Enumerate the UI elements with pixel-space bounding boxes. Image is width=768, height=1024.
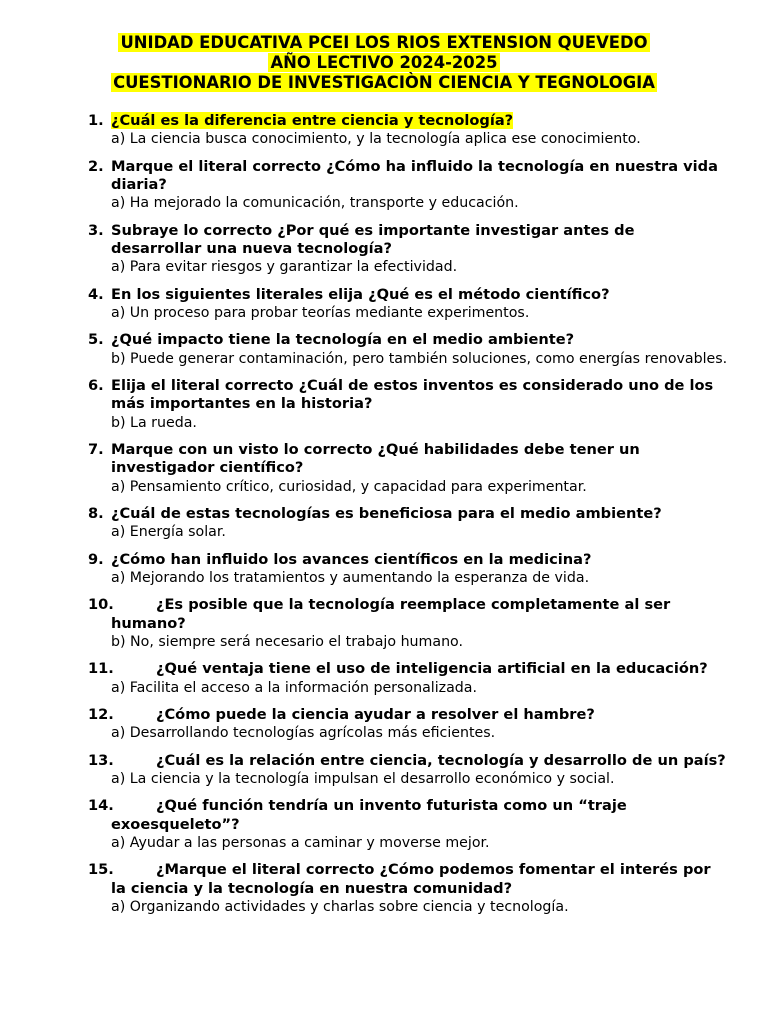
question-number: 3. [88,221,104,239]
answer-text: b) Puede generar contaminación, pero también soluciones, como energías renovables. [111,350,728,367]
question-text: En los siguientes literales elija ¿Qué es el método científico? [111,285,610,303]
answer-text: a) La ciencia busca conocimiento, y la tecnología aplica ese conocimiento. [111,131,641,148]
question-item [88,551,728,588]
school-name-heading: UNIDAD EDUCATIVA PCEI LOS RIOS EXTENSION QUEVEDO [120,33,648,52]
question-number: 15. [88,861,114,879]
question-text: Elija el literal correcto ¿Cuál de estos inventos es considerado uno de los más importantes en la historia? [111,377,714,413]
answer-text: a) Mejorando los tratamientos y aumentando la esperanza de vida. [111,569,590,586]
question-text: ¿Marque el literal correcto ¿Cómo podemos fomentar el interés por la ciencia y la tecnología en nuestra comunidad? [111,861,711,897]
question-number: 2. [88,157,104,175]
question-item [88,441,728,496]
question-item [88,706,728,743]
answer-text: b) La rueda. [111,414,197,431]
question-text: ¿Es posible que la tecnología reemplace completamente al ser humano? [111,596,671,632]
answer-text: a) Ha mejorado la comunicación, transporte y educación. [111,195,519,212]
answer-text: b) No, siempre será necesario el trabajo humano. [111,633,463,650]
answer-text: a) Un proceso para probar teorías mediante experimentos. [111,304,530,321]
question-number: 8. [88,505,104,522]
document-header [0,33,768,93]
question-item [88,331,728,368]
question-item [88,158,728,213]
question-text: ¿Cómo puede la ciencia ayudar a resolver el hambre? [156,706,595,724]
question-item [88,660,728,697]
question-number: 9. [88,550,104,568]
question-number: 1. [88,112,104,129]
question-number: 4. [88,285,104,303]
question-text: ¿Qué impacto tiene la tecnología en el medio ambiente? [111,331,575,349]
answer-text: a) Ayudar a las personas a caminar y moverse mejor. [111,835,490,852]
answer-text: a) La ciencia y la tecnología impulsan el desarrollo económico y social. [111,771,615,788]
question-number: 5. [88,331,104,349]
question-text: ¿Cuál es la diferencia entre ciencia y tecnología? [111,112,514,129]
question-number: 14. [88,797,114,815]
question-number: 12. [88,706,114,724]
question-item [88,222,728,277]
question-list [88,112,728,925]
question-number: 7. [88,441,104,459]
question-text: ¿Cuál es la relación entre ciencia, tecnología y desarrollo de un país? [156,751,726,769]
question-item [88,596,728,651]
question-text: Subraye lo correcto ¿Por qué es importante investigar antes de desarrollar una nueva tecnología? [111,221,635,257]
question-number: 10. [88,596,114,614]
question-text: ¿Qué función tendría un invento futurista como un “traje exoesqueleto”? [111,797,627,833]
question-item [88,505,728,542]
question-text: ¿Cómo han influido los avances científicos en la medicina? [111,550,592,568]
school-year-heading: AÑO LECTIVO 2024-2025 [270,53,498,72]
question-text: ¿Qué ventaja tiene el uso de inteligencia artificial en la educación? [156,660,708,678]
questionnaire-title: CUESTIONARIO DE INVESTIGACIÒN CIENCIA Y TEGNOLOGIA [113,73,655,92]
answer-text: a) Para evitar riesgos y garantizar la efectividad. [111,259,458,276]
question-item [88,112,728,149]
answer-text: a) Facilita el acceso a la información personalizada. [111,679,478,696]
question-text: ¿Cuál de estas tecnologías es beneficiosa para el medio ambiente? [111,505,662,522]
question-text: Marque el literal correcto ¿Cómo ha influido la tecnología en nuestra vida diaria? [111,157,718,193]
question-number: 6. [88,377,104,395]
answer-text: a) Pensamiento crítico, curiosidad, y capacidad para experimentar. [111,478,587,495]
answer-text: a) Organizando actividades y charlas sobre ciencia y tecnología. [111,899,569,915]
answer-text: a) Energía solar. [111,524,226,541]
question-item [88,286,728,323]
question-item [88,377,728,432]
question-number: 11. [88,660,114,678]
question-text: Marque con un visto lo correcto ¿Qué habilidades debe tener un investigador científico? [111,441,640,477]
question-item [88,861,728,916]
question-item [88,752,728,789]
answer-text: a) Desarrollando tecnologías agrícolas más eficientes. [111,725,496,742]
question-item [88,797,728,852]
question-number: 13. [88,751,114,769]
